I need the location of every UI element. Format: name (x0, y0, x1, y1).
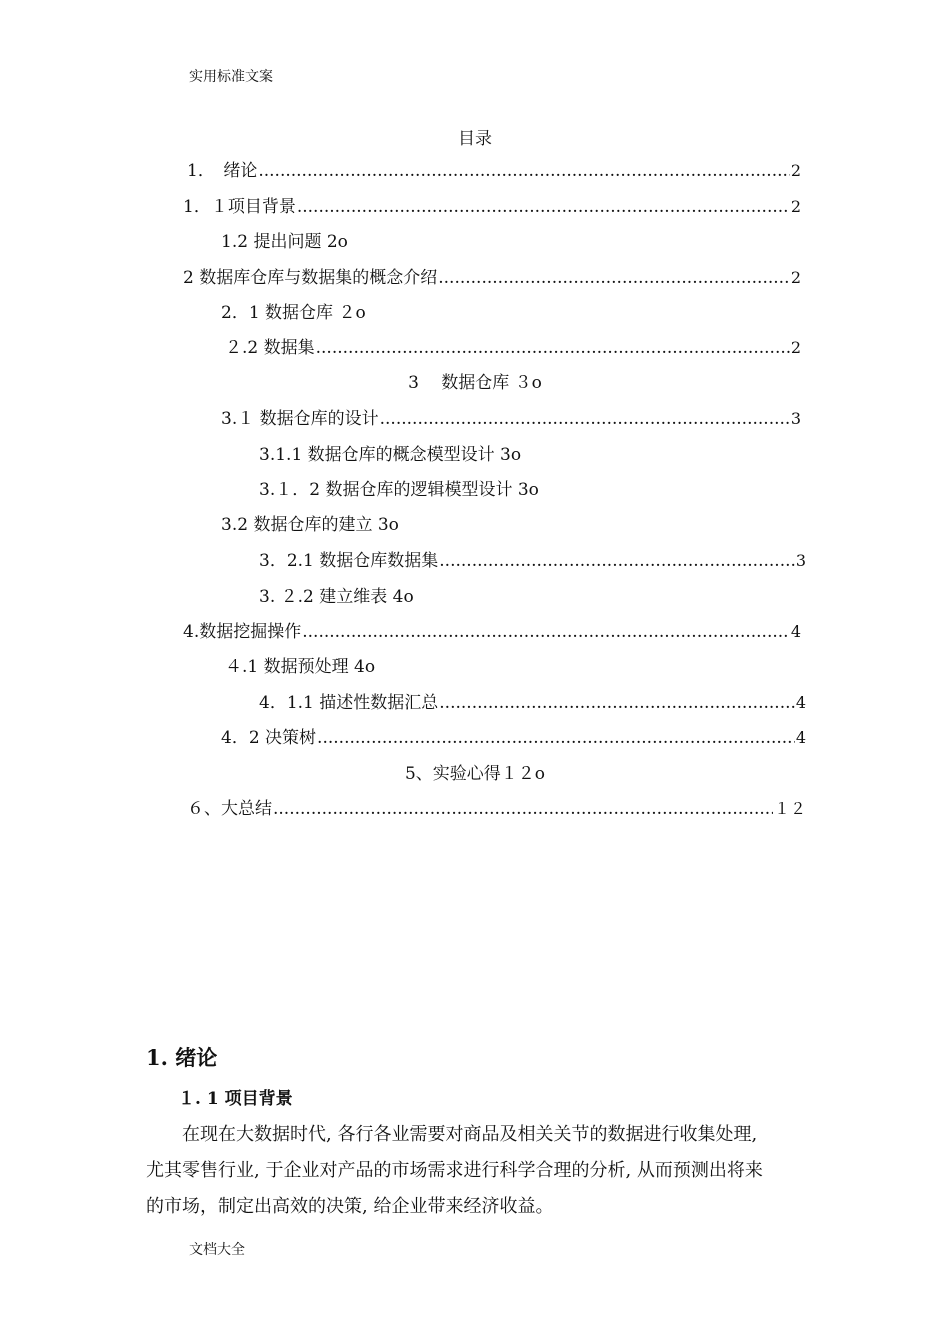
paragraph-line: 尤其零售行业, 于企业对产品的市场需求进行科学合理的分析, 从而预测出将来 (146, 1160, 763, 1181)
toc-entry-page: 4 (795, 693, 806, 712)
toc-entry (0, 370, 950, 396)
toc-entry-label: 4．1.1 描述性数据汇总 (259, 693, 439, 713)
toc-title: 目录 (458, 129, 492, 149)
toc-entry (259, 584, 414, 610)
paragraph-line: 在现在大数据时代, 各行各业需要对商品及相关关节的数据进行收集处理, (182, 1124, 758, 1145)
body-paragraph (146, 1117, 810, 1225)
toc-entry-label: 2．1 数据仓库 ２ο (221, 303, 366, 323)
toc-entry (259, 442, 521, 468)
toc-entry-label: 3. ２.2 建立维表 4ο (259, 587, 414, 607)
toc-entry-label: 4．2 决策树 (221, 728, 317, 748)
toc-entry (187, 158, 801, 184)
toc-leader (258, 158, 789, 184)
toc-entry-label: 1.2 提出问题 2ο (221, 232, 348, 252)
toc-entry-label: ２.2 数据集 (225, 338, 315, 358)
toc-entry (225, 335, 801, 361)
toc-entry (259, 690, 806, 716)
toc-leader (317, 725, 795, 751)
toc-entry (225, 654, 375, 680)
toc-entry-label: 3.1.1 数据仓库的概念模型设计 3ο (259, 445, 522, 465)
toc-entry (221, 406, 801, 432)
toc-entry-label: 4.数据挖掘操作 (183, 622, 302, 642)
toc-entry (187, 796, 806, 822)
toc-entry-page: 4 (795, 728, 806, 747)
toc-entry-label: 1．１项目背景 (183, 197, 296, 217)
toc-entry-label: 2 数据库仓库与数据集的概念介绍 (183, 268, 438, 288)
toc-entry-page: 3 (795, 551, 806, 570)
page-header: 实用标准文案 (189, 69, 273, 85)
toc-entry (221, 300, 366, 326)
toc-entry-page: １２ (773, 799, 806, 818)
toc-leader (297, 194, 790, 220)
toc-entry-label: ４.1 数据预处理 4ο (225, 657, 376, 677)
toc-entry-label: ６、大总结 (187, 799, 272, 819)
toc-leader (380, 406, 790, 432)
toc-entry (221, 229, 348, 255)
toc-entry-page: 4 (790, 622, 801, 641)
page-footer: 文档大全 (189, 1242, 245, 1258)
toc-entry (183, 265, 801, 291)
toc-entry-page: 2 (790, 161, 801, 180)
toc-entry-page: 3 (790, 409, 801, 428)
toc-entry-label: 3．2.1 数据仓库数据集 (259, 551, 439, 571)
toc-leader (439, 690, 795, 716)
toc-entry-label: 1． 绪论 (187, 161, 258, 181)
toc-entry-page: 2 (790, 197, 801, 216)
subsection-heading: １. 1 项目背景 (178, 1089, 293, 1109)
toc-entry-page: 2 (790, 338, 801, 357)
toc-leader (316, 335, 790, 361)
toc-leader (438, 265, 790, 291)
toc-entry-label: 3.2 数据仓库的建立 3ο (221, 515, 399, 535)
toc-leader (439, 548, 795, 574)
toc-entry-label: 3.１．2 数据仓库的逻辑模型设计 3ο (259, 480, 539, 500)
toc-entry (221, 512, 399, 538)
toc-entry (0, 761, 950, 787)
toc-entry (183, 194, 801, 220)
toc-leader (273, 796, 773, 822)
toc-entry-label: 3 数据仓库 ３ο (408, 373, 542, 393)
toc-entry (221, 725, 806, 751)
section-heading: 1. 绪论 (146, 1045, 218, 1070)
toc-entry-page: 2 (790, 268, 801, 287)
toc-entry-label: 5、实验心得１２ο (404, 764, 546, 784)
toc-leader (302, 619, 790, 645)
toc-entry (259, 548, 806, 574)
toc-entry (183, 619, 801, 645)
toc-entry-label: 3.１ 数据仓库的设计 (221, 409, 379, 429)
toc-entry (259, 477, 539, 503)
paragraph-line: 的市场，制定出高效的决策, 给企业带来经济收益。 (146, 1196, 554, 1217)
